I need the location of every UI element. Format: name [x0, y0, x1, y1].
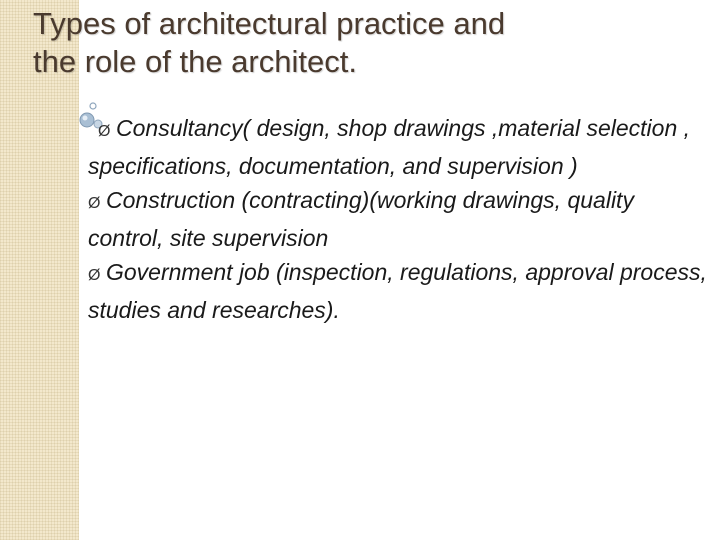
bullet-text: Government job (inspection, regulations, approval process, studies and researches).	[88, 259, 707, 323]
bullet-item-construction	[88, 183, 708, 255]
arrow-bullet-icon: Ø	[88, 267, 101, 284]
slide-title	[33, 5, 713, 81]
title-line-2: the role of the architect.	[33, 44, 357, 79]
title-line-1: Types of architectural practice and	[33, 6, 506, 41]
bullet-item-government	[88, 255, 708, 327]
bullet-text: Construction (contracting)(working drawings, quality control, site supervision	[88, 187, 634, 251]
decorative-side-band	[0, 0, 79, 540]
bullet-item-consultancy	[88, 111, 708, 183]
bullet-text: Consultancy( design, shop drawings ,material selection , specifications, documentation, and supervision )	[88, 115, 691, 179]
arrow-bullet-icon: Ø	[98, 123, 111, 140]
arrow-bullet-icon: Ø	[88, 195, 101, 212]
bullet-list	[88, 111, 708, 327]
